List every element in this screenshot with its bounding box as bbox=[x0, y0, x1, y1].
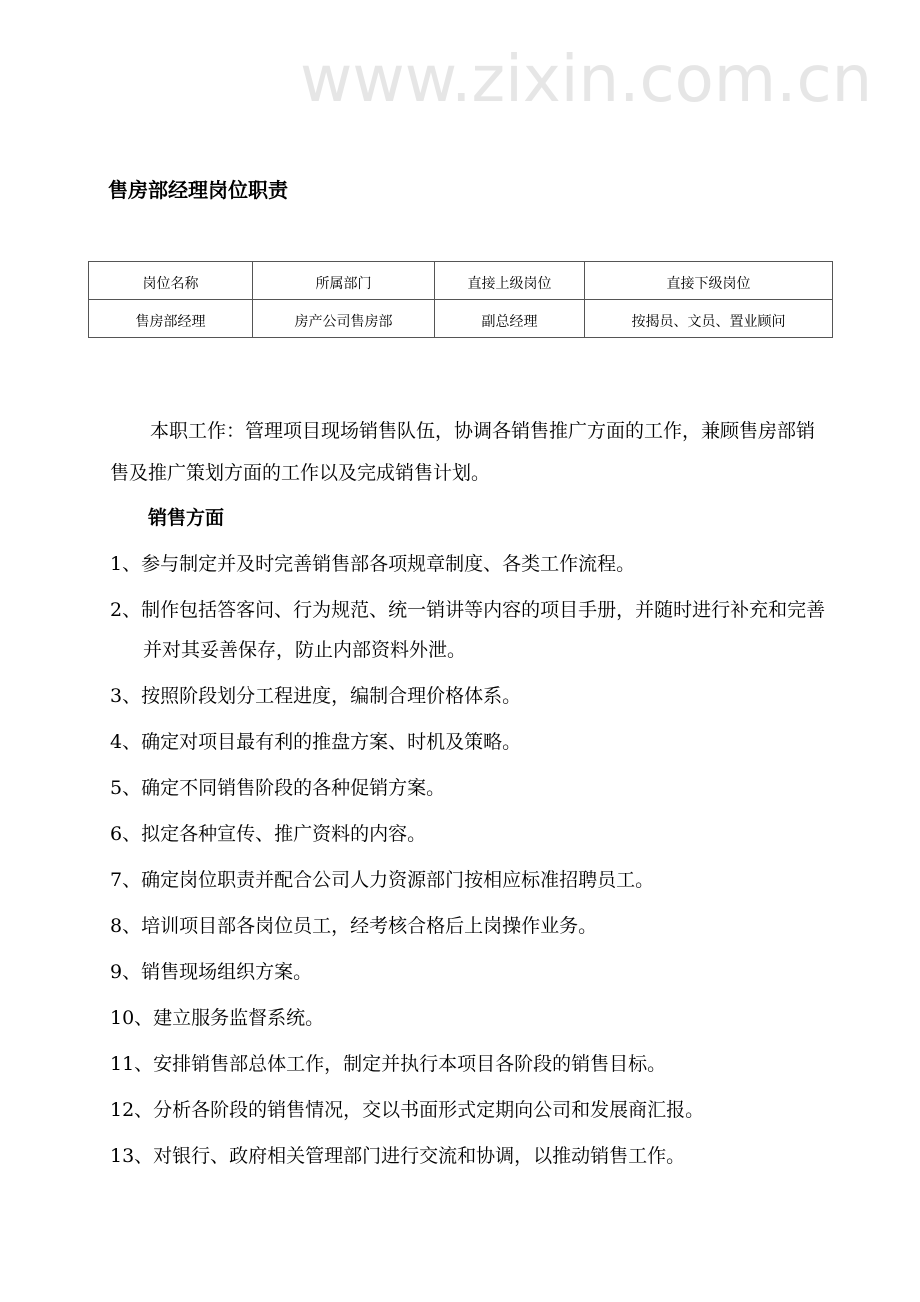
list-item: 10、建立服务监督系统。 bbox=[110, 1007, 325, 1029]
list-item: 13、对银行、政府相关管理部门进行交流和协调，以推动销售工作。 bbox=[110, 1145, 686, 1167]
table-row bbox=[89, 300, 833, 338]
table-cell: 售房部经理 bbox=[89, 300, 253, 338]
table-cell: 副总经理 bbox=[435, 300, 585, 338]
job-description: 本职工作：管理项目现场销售队伍，协调各销售推广方面的工作，兼顾售房部销售及推广策划方面的工作以及完成销售计划。 bbox=[110, 420, 816, 484]
list-item: 8、培训项目部各岗位员工，经考核合格后上岗操作业务。 bbox=[110, 915, 598, 937]
list-item: 12、分析各阶段的销售情况，交以书面形式定期向公司和发展商汇报。 bbox=[110, 1099, 705, 1121]
table-header: 岗位名称 bbox=[89, 262, 253, 300]
table-header-row bbox=[89, 262, 833, 300]
list-item: 5、确定不同销售阶段的各种促销方案。 bbox=[110, 777, 446, 799]
list-item: 3、按照阶段划分工程进度，编制合理价格体系。 bbox=[110, 685, 522, 707]
table-header: 直接下级岗位 bbox=[585, 262, 833, 300]
list-item: 7、确定岗位职责并配合公司人力资源部门按相应标准招聘员工。 bbox=[110, 869, 655, 891]
table-header: 所属部门 bbox=[253, 262, 435, 300]
list-item: 1、参与制定并及时完善销售部各项规章制度、各类工作流程。 bbox=[110, 553, 636, 575]
table-header: 直接上级岗位 bbox=[435, 262, 585, 300]
list-item: 2、制作包括答客问、行为规范、统一销讲等内容的项目手册，并随时进行补充和完善并对其妥善保存，防止内部资料外泄。 bbox=[110, 599, 826, 661]
duty-list bbox=[110, 550, 830, 1188]
position-table bbox=[88, 261, 833, 338]
table-cell: 房产公司售房部 bbox=[253, 300, 435, 338]
list-item: 11、安排销售部总体工作，制定并执行本项目各阶段的销售目标。 bbox=[110, 1053, 667, 1075]
document-title: 售房部经理岗位职责 bbox=[108, 178, 288, 202]
section-title: 销售方面 bbox=[148, 507, 225, 529]
list-item: 6、拟定各种宣传、推广资料的内容。 bbox=[110, 823, 427, 845]
list-item: 9、销售现场组织方案。 bbox=[110, 961, 313, 983]
watermark: www.zixin.com.cn bbox=[300, 43, 873, 117]
table-cell: 按揭员、文员、置业顾问 bbox=[585, 300, 833, 338]
list-item: 4、确定对项目最有利的推盘方案、时机及策略。 bbox=[110, 731, 522, 753]
